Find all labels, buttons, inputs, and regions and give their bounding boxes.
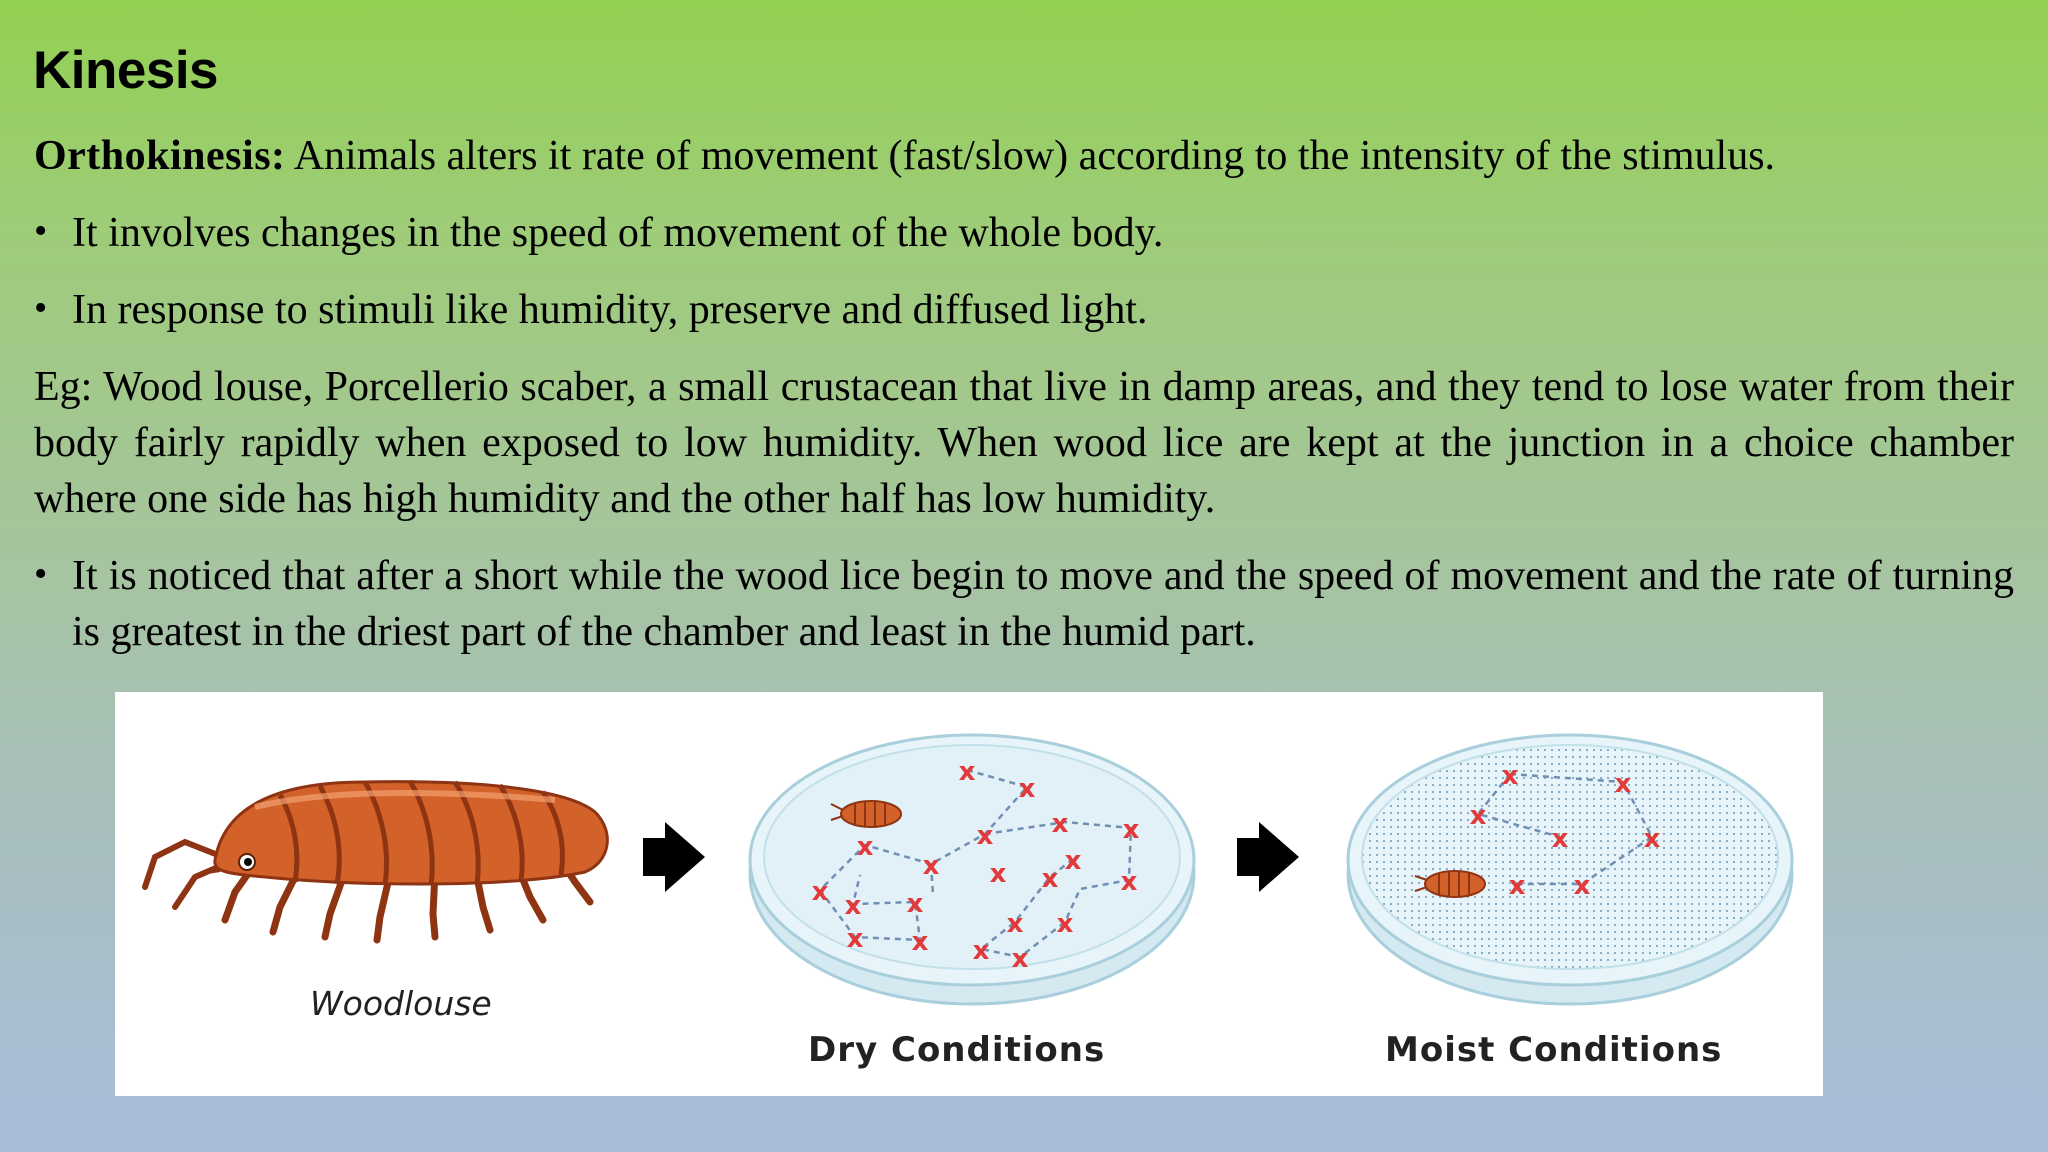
- svg-text:x: x: [906, 889, 924, 919]
- bullet-text: In response to stimuli like humidity, preserve and diffused light.: [72, 287, 1148, 333]
- caption-woodlouse: Woodlouse: [310, 984, 492, 1023]
- svg-text:x: x: [958, 757, 976, 787]
- svg-text:x: x: [1643, 824, 1661, 854]
- svg-text:x: x: [911, 927, 929, 957]
- bullet-item: [34, 548, 2014, 660]
- caption-moist-conditions: Moist Conditions: [1385, 1030, 1723, 1070]
- svg-text:x: x: [1614, 769, 1632, 799]
- kinesis-figure: [115, 692, 1823, 1096]
- petri-dish-moist: [1348, 735, 1792, 1004]
- orthokinesis-term: Orthokinesis:: [34, 133, 286, 179]
- bullet-icon: •: [34, 210, 48, 252]
- orthokinesis-text: Animals alters it rate of movement (fast/slow) according to the intensity of the stimulus.: [285, 133, 1776, 179]
- bullet-text: It involves changes in the speed of movement of the whole body.: [72, 210, 1164, 256]
- svg-text:x: x: [856, 832, 874, 862]
- svg-text:x: x: [1051, 809, 1069, 839]
- bullet-icon: •: [34, 287, 48, 329]
- svg-text:x: x: [1122, 815, 1140, 845]
- svg-text:x: x: [1551, 824, 1569, 854]
- svg-text:x: x: [989, 859, 1007, 889]
- svg-text:x: x: [1501, 761, 1519, 791]
- svg-text:x: x: [1011, 944, 1029, 974]
- svg-text:x: x: [1469, 801, 1487, 831]
- example-paragraph: Eg: Wood louse, Porcellerio scaber, a small crustacean that live in damp areas, and they tend to lose water from their body fairly rapidly when exposed to low humidity. When wood lice are kept at the junction in a choice chamber where one side has high humidity and the other half has low humidity.: [34, 364, 2014, 522]
- svg-text:x: x: [1056, 909, 1074, 939]
- bullet-icon: •: [34, 553, 48, 595]
- orthokinesis-definition: [34, 128, 2014, 184]
- caption-dry-conditions: Dry Conditions: [808, 1030, 1106, 1070]
- woodlouse-illustration: [145, 781, 607, 940]
- bullet-item: [34, 282, 2014, 338]
- svg-text:x: x: [1573, 871, 1591, 901]
- svg-text:x: x: [972, 936, 990, 966]
- svg-text:x: x: [1006, 909, 1024, 939]
- svg-text:x: x: [1018, 774, 1036, 804]
- svg-text:x: x: [1041, 864, 1059, 894]
- arrow-right-icon: [1237, 822, 1299, 892]
- slide-title: Kinesis: [33, 41, 219, 100]
- bullet-item: [34, 205, 2014, 261]
- svg-text:x: x: [1508, 871, 1526, 901]
- woodlouse-antennae: [145, 842, 225, 907]
- svg-text:x: x: [844, 891, 862, 921]
- bullet-text: It is noticed that after a short while the wood lice begin to move and the speed of movement and the rate of turning is greatest in the driest part of the chamber and least in the humid part.: [72, 553, 2014, 655]
- svg-text:x: x: [846, 924, 864, 954]
- arrow-right-icon: [643, 822, 705, 892]
- svg-text:x: x: [922, 851, 940, 881]
- svg-text:x: x: [976, 821, 994, 851]
- svg-text:x: x: [1120, 867, 1138, 897]
- petri-dish-dry: [750, 735, 1194, 1004]
- svg-text:x: x: [811, 877, 829, 907]
- slide-body: [34, 128, 2014, 681]
- svg-text:x: x: [1064, 846, 1082, 876]
